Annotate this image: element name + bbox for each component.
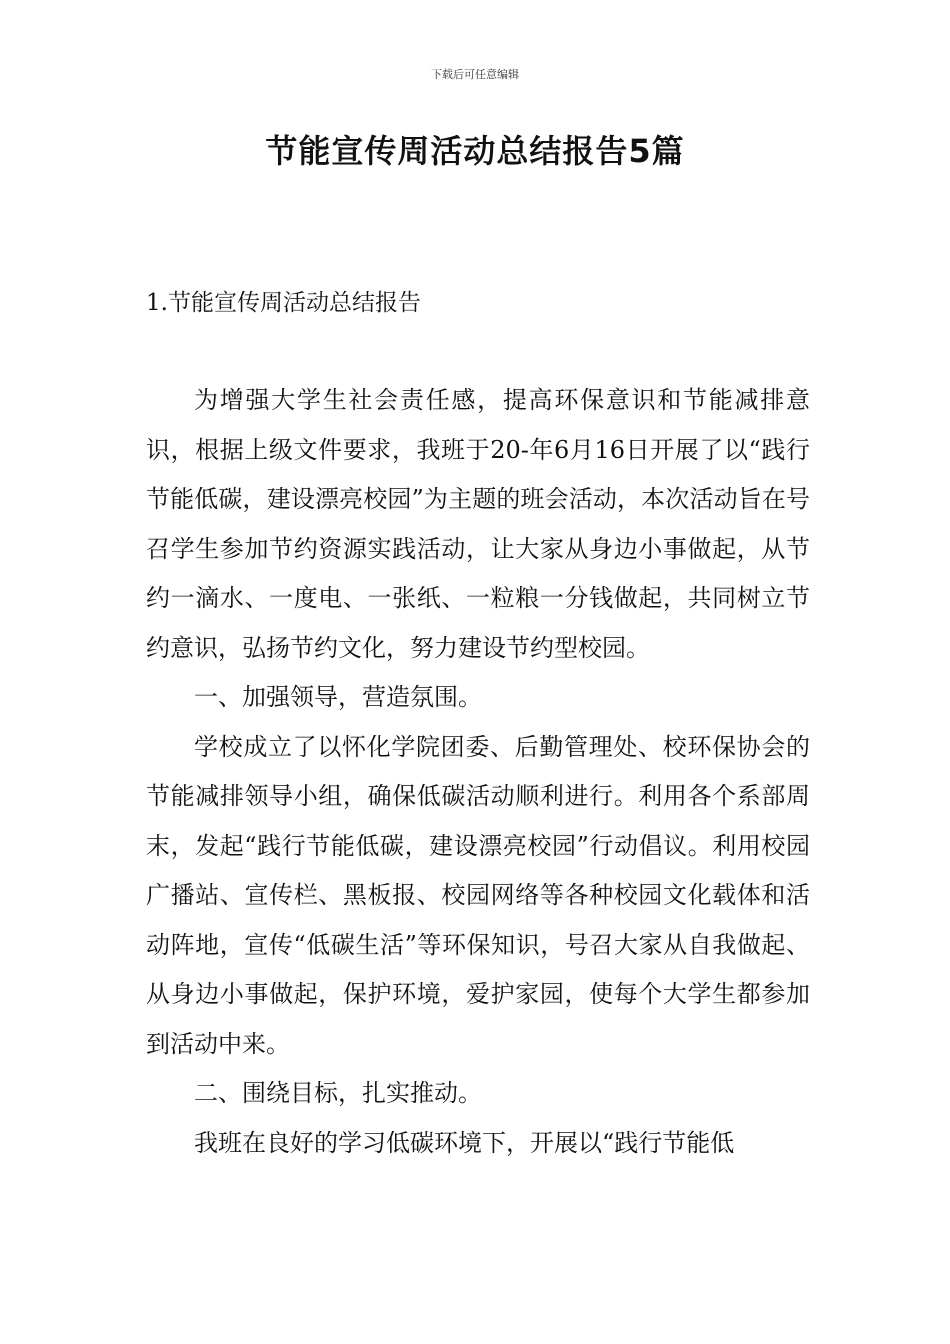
paragraph-continuation: 我班在良好的学习低碳环境下，开展以“践行节能低	[194, 1128, 735, 1157]
paragraph-heading-2: 二、围绕目标，扎实推动。	[194, 1079, 482, 1107]
paragraph-heading-1: 一、加强领导，营造氛围。	[194, 683, 482, 711]
section-heading: 1.节能宣传周活动总结报告	[146, 290, 421, 316]
body-text	[146, 376, 810, 1168]
paragraph-leadership: 学校成立了以怀化学院团委、后勤管理处、校环保协会的节能减排领导小组，确保低碳活动顺利进行。利用各个系部周末，发起“践行节能低碳，建设漂亮校园”行动倡议。利用校园广播站、宣传栏、黑板报、校园网络等各种校园文化载体和活动阵地，宣传“低碳生活”等环保知识，号召大家从自我做起、从身边小事做起，保护环境，爱护家园，使每个大学生都参加到活动中来。	[146, 732, 810, 1058]
header-note: 下载后可任意编辑	[431, 68, 519, 81]
document-title: 节能宣传周活动总结报告5篇	[265, 132, 685, 170]
paragraph-intro: 为增强大学生社会责任感，提高环保意识和节能减排意识，根据上级文件要求，我班于20-年6月16日开展了以“践行节能低碳，建设漂亮校园”为主题的班会活动，本次活动旨在号召学生参加节约资源实践活动，让大家从身边小事做起，从节约一滴水、一度电、一张纸、一粒粮一分钱做起，共同树立节约意识，弘扬节约文化，努力建设节约型校园。	[146, 386, 810, 662]
